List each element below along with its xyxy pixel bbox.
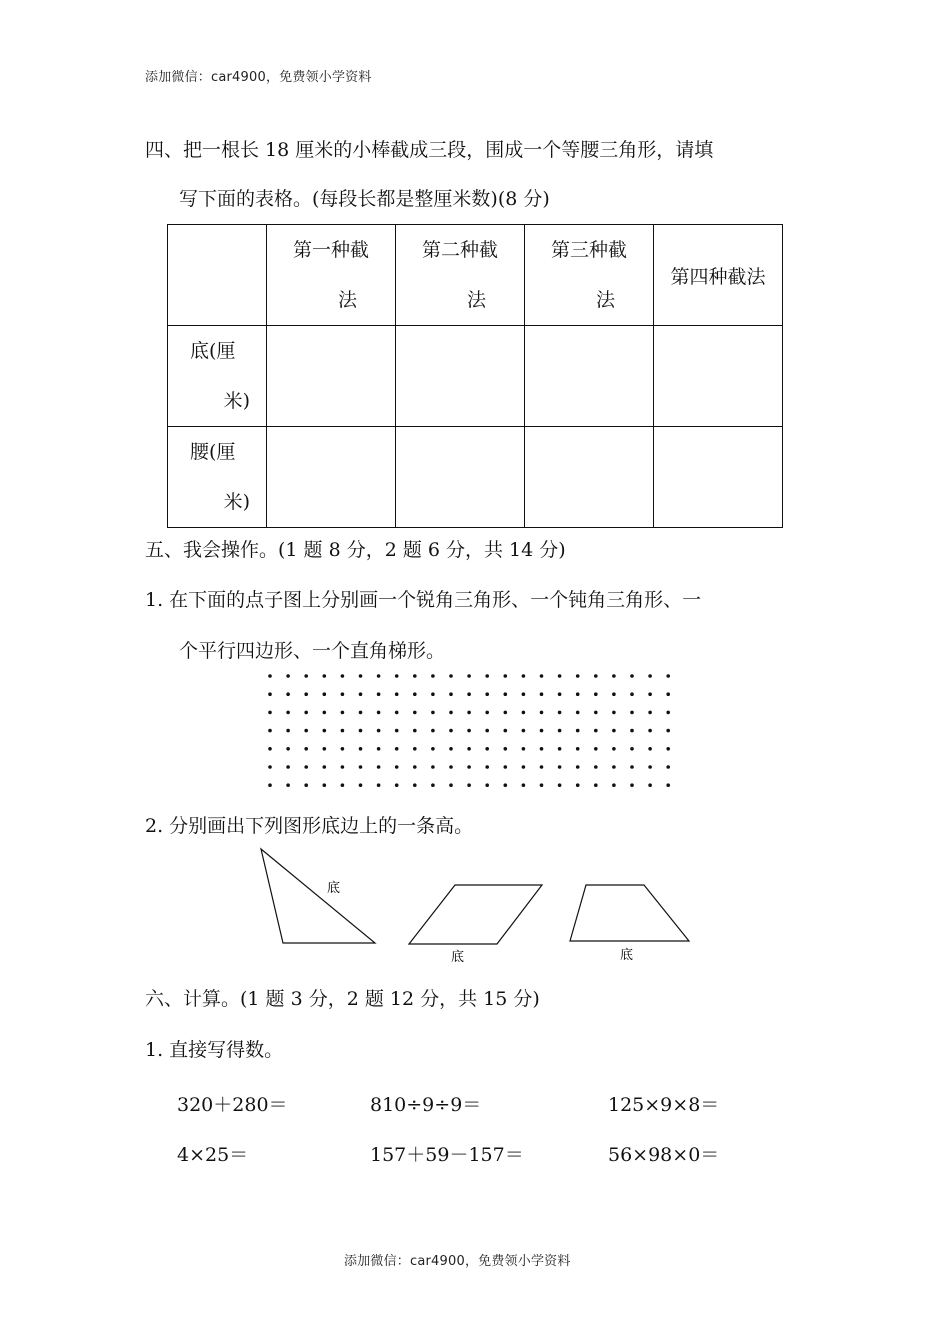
shapes-figure[interactable] (255, 845, 695, 970)
grid-dot (395, 729, 399, 733)
grid-dot (540, 674, 544, 678)
grid-dot (630, 711, 634, 715)
section5-q1-line2: 个平行四边形、一个直角梯形。 (179, 640, 446, 662)
grid-dot (576, 692, 580, 696)
grid-dot (522, 783, 526, 787)
grid-dot (431, 711, 435, 715)
calc-expression: 125×9×8＝ (608, 1094, 720, 1116)
grid-dot (612, 692, 616, 696)
grid-dot (540, 711, 544, 715)
grid-dot (341, 711, 345, 715)
grid-dot (612, 729, 616, 733)
grid-dot (504, 783, 508, 787)
grid-dot (666, 674, 670, 678)
grid-dot (594, 765, 598, 769)
row-label-text: 米) (223, 390, 250, 412)
grid-dot (612, 747, 616, 751)
grid-dot (504, 729, 508, 733)
grid-dot (666, 783, 670, 787)
answer-table (167, 224, 783, 528)
grid-dot (522, 711, 526, 715)
calc-expression: 320＋280＝ (177, 1094, 288, 1116)
grid-dot (449, 674, 453, 678)
grid-dot (540, 765, 544, 769)
grid-dot (648, 783, 652, 787)
grid-dot (395, 765, 399, 769)
grid-dot (485, 729, 489, 733)
header-text: 第二种截 (421, 239, 498, 261)
grid-dot (268, 692, 272, 696)
table-header-cell (396, 225, 525, 326)
row-label-cell (168, 427, 267, 528)
grid-dot (558, 729, 562, 733)
grid-dot (268, 747, 272, 751)
grid-dot (395, 747, 399, 751)
grid-dot (485, 711, 489, 715)
grid-dot (576, 783, 580, 787)
section5-q1-line1: 1. 在下面的点子图上分别画一个锐角三角形、一个钝角三角形、一 (145, 589, 702, 611)
grid-dot (323, 674, 327, 678)
grid-dot (431, 765, 435, 769)
grid-dot (268, 674, 272, 678)
grid-dot (594, 729, 598, 733)
grid-dot (323, 747, 327, 751)
grid-dot (666, 729, 670, 733)
grid-dot (341, 674, 345, 678)
grid-dot (612, 783, 616, 787)
grid-dot (522, 729, 526, 733)
grid-dot (413, 783, 417, 787)
grid-dot (630, 674, 634, 678)
answer-cell[interactable] (525, 326, 654, 427)
grid-dot (540, 747, 544, 751)
grid-dot (576, 765, 580, 769)
grid-dot (449, 765, 453, 769)
grid-dot (323, 692, 327, 696)
grid-dot (377, 711, 381, 715)
trapezoid-shape[interactable] (570, 885, 689, 941)
grid-dot (304, 692, 308, 696)
grid-dot (377, 729, 381, 733)
grid-dot (648, 674, 652, 678)
table-header-cell (267, 225, 396, 326)
row-label-text: 腰(厘 (190, 441, 236, 463)
triangle-shape[interactable] (261, 849, 375, 943)
grid-dot (304, 783, 308, 787)
grid-dot (359, 747, 363, 751)
parallelogram-shape[interactable] (409, 885, 542, 944)
grid-dot (323, 729, 327, 733)
grid-dot (612, 711, 616, 715)
grid-dot (648, 765, 652, 769)
grid-dot (304, 747, 308, 751)
watermark-top: 添加微信：car4900，免费领小学资料 (145, 70, 372, 85)
grid-dot (359, 692, 363, 696)
grid-dot (286, 765, 290, 769)
grid-dot (504, 692, 508, 696)
grid-dot (377, 747, 381, 751)
section4-line2: 写下面的表格。(每段长都是整厘米数)(8 分) (179, 188, 550, 210)
grid-dot (341, 747, 345, 751)
grid-dot (504, 765, 508, 769)
grid-dot (467, 729, 471, 733)
answer-cell[interactable] (396, 326, 525, 427)
table-header-row (168, 225, 783, 326)
section6-q1: 1. 直接写得数。 (145, 1039, 284, 1061)
grid-dot (341, 765, 345, 769)
grid-dot (576, 711, 580, 715)
grid-dot (594, 692, 598, 696)
grid-dot (413, 692, 417, 696)
grid-dot (449, 729, 453, 733)
grid-dot (431, 674, 435, 678)
grid-dot (413, 729, 417, 733)
grid-dot (648, 711, 652, 715)
grid-dot (395, 692, 399, 696)
grid-dot (304, 711, 308, 715)
watermark-bottom: 添加微信：car4900，免费领小学资料 (344, 1254, 571, 1269)
grid-dot (395, 674, 399, 678)
answer-cell[interactable] (267, 427, 396, 528)
grid-dot (286, 729, 290, 733)
grid-dot (630, 692, 634, 696)
grid-dot (558, 674, 562, 678)
grid-dot (648, 747, 652, 751)
grid-dot (576, 674, 580, 678)
grid-dot (504, 747, 508, 751)
grid-dot (286, 692, 290, 696)
dot-grid[interactable] (262, 668, 692, 793)
grid-dot (268, 711, 272, 715)
grid-dot (268, 765, 272, 769)
grid-dot (359, 674, 363, 678)
grid-dot (467, 674, 471, 678)
grid-dot (413, 765, 417, 769)
answer-cell[interactable] (267, 326, 396, 427)
grid-dot (413, 747, 417, 751)
calc-expression: 157＋59－157＝ (370, 1144, 524, 1166)
grid-dot (377, 765, 381, 769)
grid-dot (648, 692, 652, 696)
grid-dot (540, 729, 544, 733)
grid-dot (576, 747, 580, 751)
grid-dot (485, 747, 489, 751)
grid-dot (594, 711, 598, 715)
grid-dot (413, 711, 417, 715)
grid-dot (341, 692, 345, 696)
grid-dot (522, 692, 526, 696)
grid-dot (467, 783, 471, 787)
grid-dot (413, 674, 417, 678)
grid-dot (594, 747, 598, 751)
grid-dot (467, 747, 471, 751)
grid-dot (286, 747, 290, 751)
grid-dot (558, 783, 562, 787)
table-corner-cell (168, 225, 267, 326)
grid-dot (576, 729, 580, 733)
header-text: 法 (466, 289, 486, 311)
answer-cell[interactable] (525, 427, 654, 528)
grid-dot (359, 729, 363, 733)
grid-dot (268, 729, 272, 733)
header-text: 第三种截 (550, 239, 627, 261)
grid-dot (395, 711, 399, 715)
table-row-base (168, 326, 783, 427)
grid-dot (666, 765, 670, 769)
grid-dot (594, 783, 598, 787)
grid-dot (395, 783, 399, 787)
header-text: 法 (337, 289, 357, 311)
grid-dot (630, 747, 634, 751)
grid-dot (612, 765, 616, 769)
grid-dot (304, 674, 308, 678)
grid-dot (485, 783, 489, 787)
calc-expression: 4×25＝ (177, 1144, 249, 1166)
grid-dot (648, 729, 652, 733)
grid-dot (323, 711, 327, 715)
grid-dot (323, 783, 327, 787)
grid-dot (304, 765, 308, 769)
answer-cell[interactable] (654, 326, 783, 427)
answer-cell[interactable] (654, 427, 783, 528)
grid-dot (630, 783, 634, 787)
grid-dot (630, 765, 634, 769)
grid-dot (612, 674, 616, 678)
grid-dot (431, 783, 435, 787)
grid-dot (467, 711, 471, 715)
answer-cell[interactable] (396, 427, 525, 528)
section6-title: 六、计算。(1 题 3 分，2 题 12 分，共 15 分) (145, 988, 540, 1010)
table-header-cell: 第四种截法 (654, 225, 783, 326)
header-text: 法 (595, 289, 615, 311)
section4-line1: 四、把一根长 18 厘米的小棒截成三段，围成一个等腰三角形，请填 (145, 139, 714, 161)
header-text: 第一种截 (292, 239, 369, 261)
grid-dot (431, 692, 435, 696)
row-label-text: 米) (223, 491, 250, 513)
grid-dot (666, 692, 670, 696)
grid-dot (540, 783, 544, 787)
trapezoid-base-label: 底 (620, 948, 634, 963)
row-label-text: 底(厘 (190, 340, 236, 362)
table-header-cell (525, 225, 654, 326)
parallelogram-base-label: 底 (451, 950, 465, 965)
grid-dot (286, 783, 290, 787)
grid-dot (268, 783, 272, 787)
grid-dot (630, 729, 634, 733)
grid-dot (558, 747, 562, 751)
grid-dot (359, 711, 363, 715)
grid-dot (558, 711, 562, 715)
grid-dot (485, 674, 489, 678)
grid-dot (522, 674, 526, 678)
grid-dot (286, 674, 290, 678)
calc-expression: 810÷9÷9＝ (370, 1094, 482, 1116)
grid-dot (666, 711, 670, 715)
grid-dot (467, 765, 471, 769)
grid-dot (504, 674, 508, 678)
grid-dot (431, 747, 435, 751)
grid-dot (449, 747, 453, 751)
grid-dot (341, 729, 345, 733)
calc-expression: 56×98×0＝ (608, 1144, 720, 1166)
grid-dot (540, 692, 544, 696)
grid-dot (359, 765, 363, 769)
grid-dot (449, 783, 453, 787)
grid-dot (558, 692, 562, 696)
grid-dot (558, 765, 562, 769)
row-label-cell (168, 326, 267, 427)
grid-dot (594, 674, 598, 678)
section5-q2: 2. 分别画出下列图形底边上的一条高。 (145, 815, 474, 837)
triangle-base-label: 底 (327, 881, 341, 896)
grid-dot (341, 783, 345, 787)
grid-dot (522, 765, 526, 769)
grid-dot (504, 711, 508, 715)
grid-dot (323, 765, 327, 769)
grid-dot (377, 674, 381, 678)
grid-dot (449, 711, 453, 715)
grid-dot (666, 747, 670, 751)
grid-dot (522, 747, 526, 751)
grid-dot (485, 765, 489, 769)
section5-title: 五、我会操作。(1 题 8 分，2 题 6 分，共 14 分) (145, 539, 566, 561)
grid-dot (304, 729, 308, 733)
grid-dot (359, 783, 363, 787)
grid-dot (485, 692, 489, 696)
grid-dot (467, 692, 471, 696)
grid-dot (377, 692, 381, 696)
grid-dot (431, 729, 435, 733)
grid-dot (377, 783, 381, 787)
grid-dot (449, 692, 453, 696)
table-row-leg (168, 427, 783, 528)
grid-dot (286, 711, 290, 715)
